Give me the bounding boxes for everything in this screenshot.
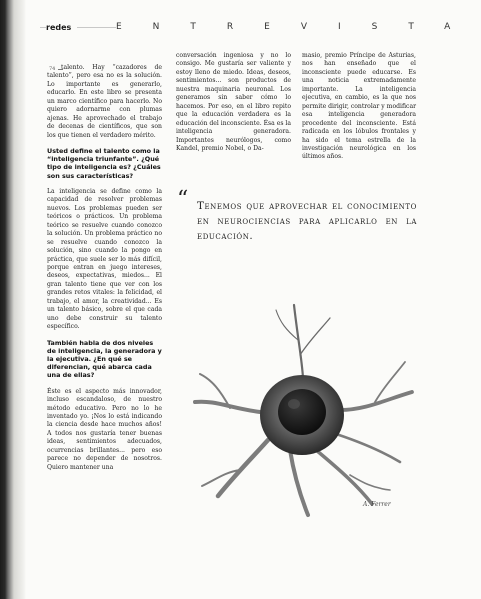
column-3-text: masio, premio Príncipe de Asturias, nos han enseñado que el inconsciente puede educarse. Es una noticia extremadamente importante. La inteligencia ejecutiva, en cambio, es la que nos permite dirigir, controlar y modificar esa inteligencia generadora procedente del inconsciente. Está radicada en los lóbulos frontales y ha sido el tema estrella de la investigación neurológica en los últimos años. (302, 52, 416, 161)
pull-quote: Tenemos que aprovechar el conocimiento en neurociencias para aplicarlo en la educación. (197, 200, 417, 243)
neuron-axon (276, 305, 330, 378)
page-binding-shadow (0, 0, 26, 599)
artist-signature: A. Ferrer (363, 501, 391, 508)
column-3 (302, 52, 416, 164)
interview-question-2: También habla de dos niveles de inteligencia, la generadora y la ejecutiva. ¿En qué se diferencian, qué abarca cada una de ellas? (47, 338, 162, 380)
interview-question-1: Usted define el talento como la “inteligencia triunfante”. ¿Qué tipo de inteligencia es? ¿Cuáles son sus características? (47, 147, 161, 180)
section-label: redes (46, 23, 77, 32)
quote-mark-icon: “ (177, 187, 189, 212)
neuron-nucleus (278, 389, 326, 435)
column-2-text: conversación ingeniosa y no lo consigo. Me gustaría ser valiente y estoy lleno de miedo. Ideas, deseos, sentimientos... son productos de nuestra maquinaria neuronal. Los generamos sin saber cómo lo hacemos. Por eso, en el libro repito que la educación verdadera es la educación del inconsciente. Ésa es la inteligencia generadora. Importantes neurólogos, como Kandel, premio Nobel, o Da- (176, 52, 291, 152)
interview-answer-2: Éste es el aspecto más innovador, incluso escandaloso, de nuestro método educativo. Pero no lo he inventado yo. ¡Nos lo está indicando la ciencia desde hace muchos años! A todos nos gustaría tener buenas ideas, sentimientos adecuados, ocurrencias brillantes... pero eso parece no depender de nosotros. Quiero mantener una (47, 387, 162, 471)
column-1 (47, 64, 162, 474)
column-2 (176, 52, 291, 155)
neuron-illustration (190, 300, 416, 520)
interview-answer-1: La inteligencia se define como la capacidad de resolver problemas nuevos. Los problemas pueden ser teóricos o prácticos. Un problema teórico se resuelve cuando conozco la solución. Un problema práctico no se resuelve cuando conozco la solución, sino cuando la pongo en práctica, que suele ser lo más difícil, porque entran en juego intereses, deseos, expectativas, miedos... El gran talento tiene que ver con los grandes retos vitales: la felicidad, el trabajo, el amor, la creatividad... Es un talento básico, sobre el que cada uno debe construir su talento específico. (47, 187, 162, 331)
page-number: 74 (49, 66, 56, 72)
intro-paragraph: talento. Hay “cazadores de talento”, pero esa no es la solución. Lo importante es generarlo, educarlo. En este libro se presenta un marco científico para hacerlo. No quiero adornarme con plumas ajenas. He aprovechado el trabajo de decenas de científicos, que son los que tienen el verdadero mérito. (47, 64, 162, 139)
section-title: ENTREVISTA (116, 22, 481, 32)
